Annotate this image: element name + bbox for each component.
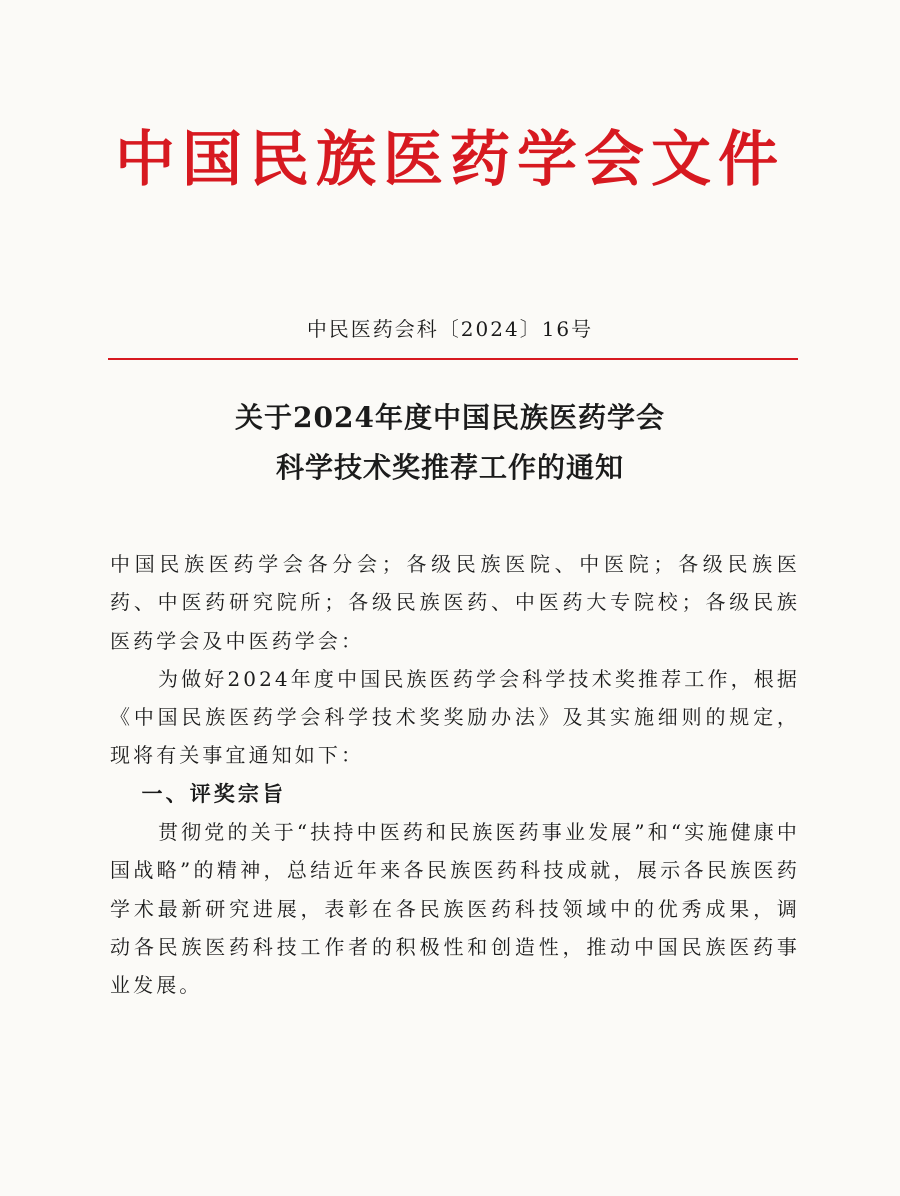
notice-body bbox=[110, 545, 800, 1005]
notice-title bbox=[0, 393, 900, 493]
recipients-paragraph: 中国民族医药学会各分会；各级民族医院、中医院；各级民族医药、中医药研究院所；各级民族医药、中医药大专院校；各级民族医药学会及中医药学会： bbox=[110, 552, 800, 653]
notice-title-line-1: 关于2024年度中国民族医药学会 bbox=[235, 401, 665, 434]
document-header-title: 中国民族医药学会文件 bbox=[115, 125, 785, 195]
document-number: 中民医药会科〔2024〕16号 bbox=[306, 317, 594, 341]
section-1-paragraph: 贯彻党的关于“扶持中医药和民族医药事业发展”和“实施健康中国战略”的精神，总结近年来各民族医药科技成就，展示各民族医药学术最新研究进展，表彰在各民族医药科技领域中的优秀成果，调动各民族医药科技工作者的积极性和创造性，推动中国民族医药事业发展。 bbox=[110, 820, 800, 998]
section-1-heading: 一、评奖宗旨 bbox=[141, 781, 287, 806]
notice-title-line-2: 科学技术奖推荐工作的通知 bbox=[275, 451, 624, 484]
red-divider-line bbox=[108, 358, 798, 360]
intro-paragraph: 为做好2024年度中国民族医药学会科学技术奖推荐工作，根据《中国民族医药学会科学技术奖奖励办法》及其实施细则的规定，现将有关事宜通知如下： bbox=[110, 666, 800, 768]
